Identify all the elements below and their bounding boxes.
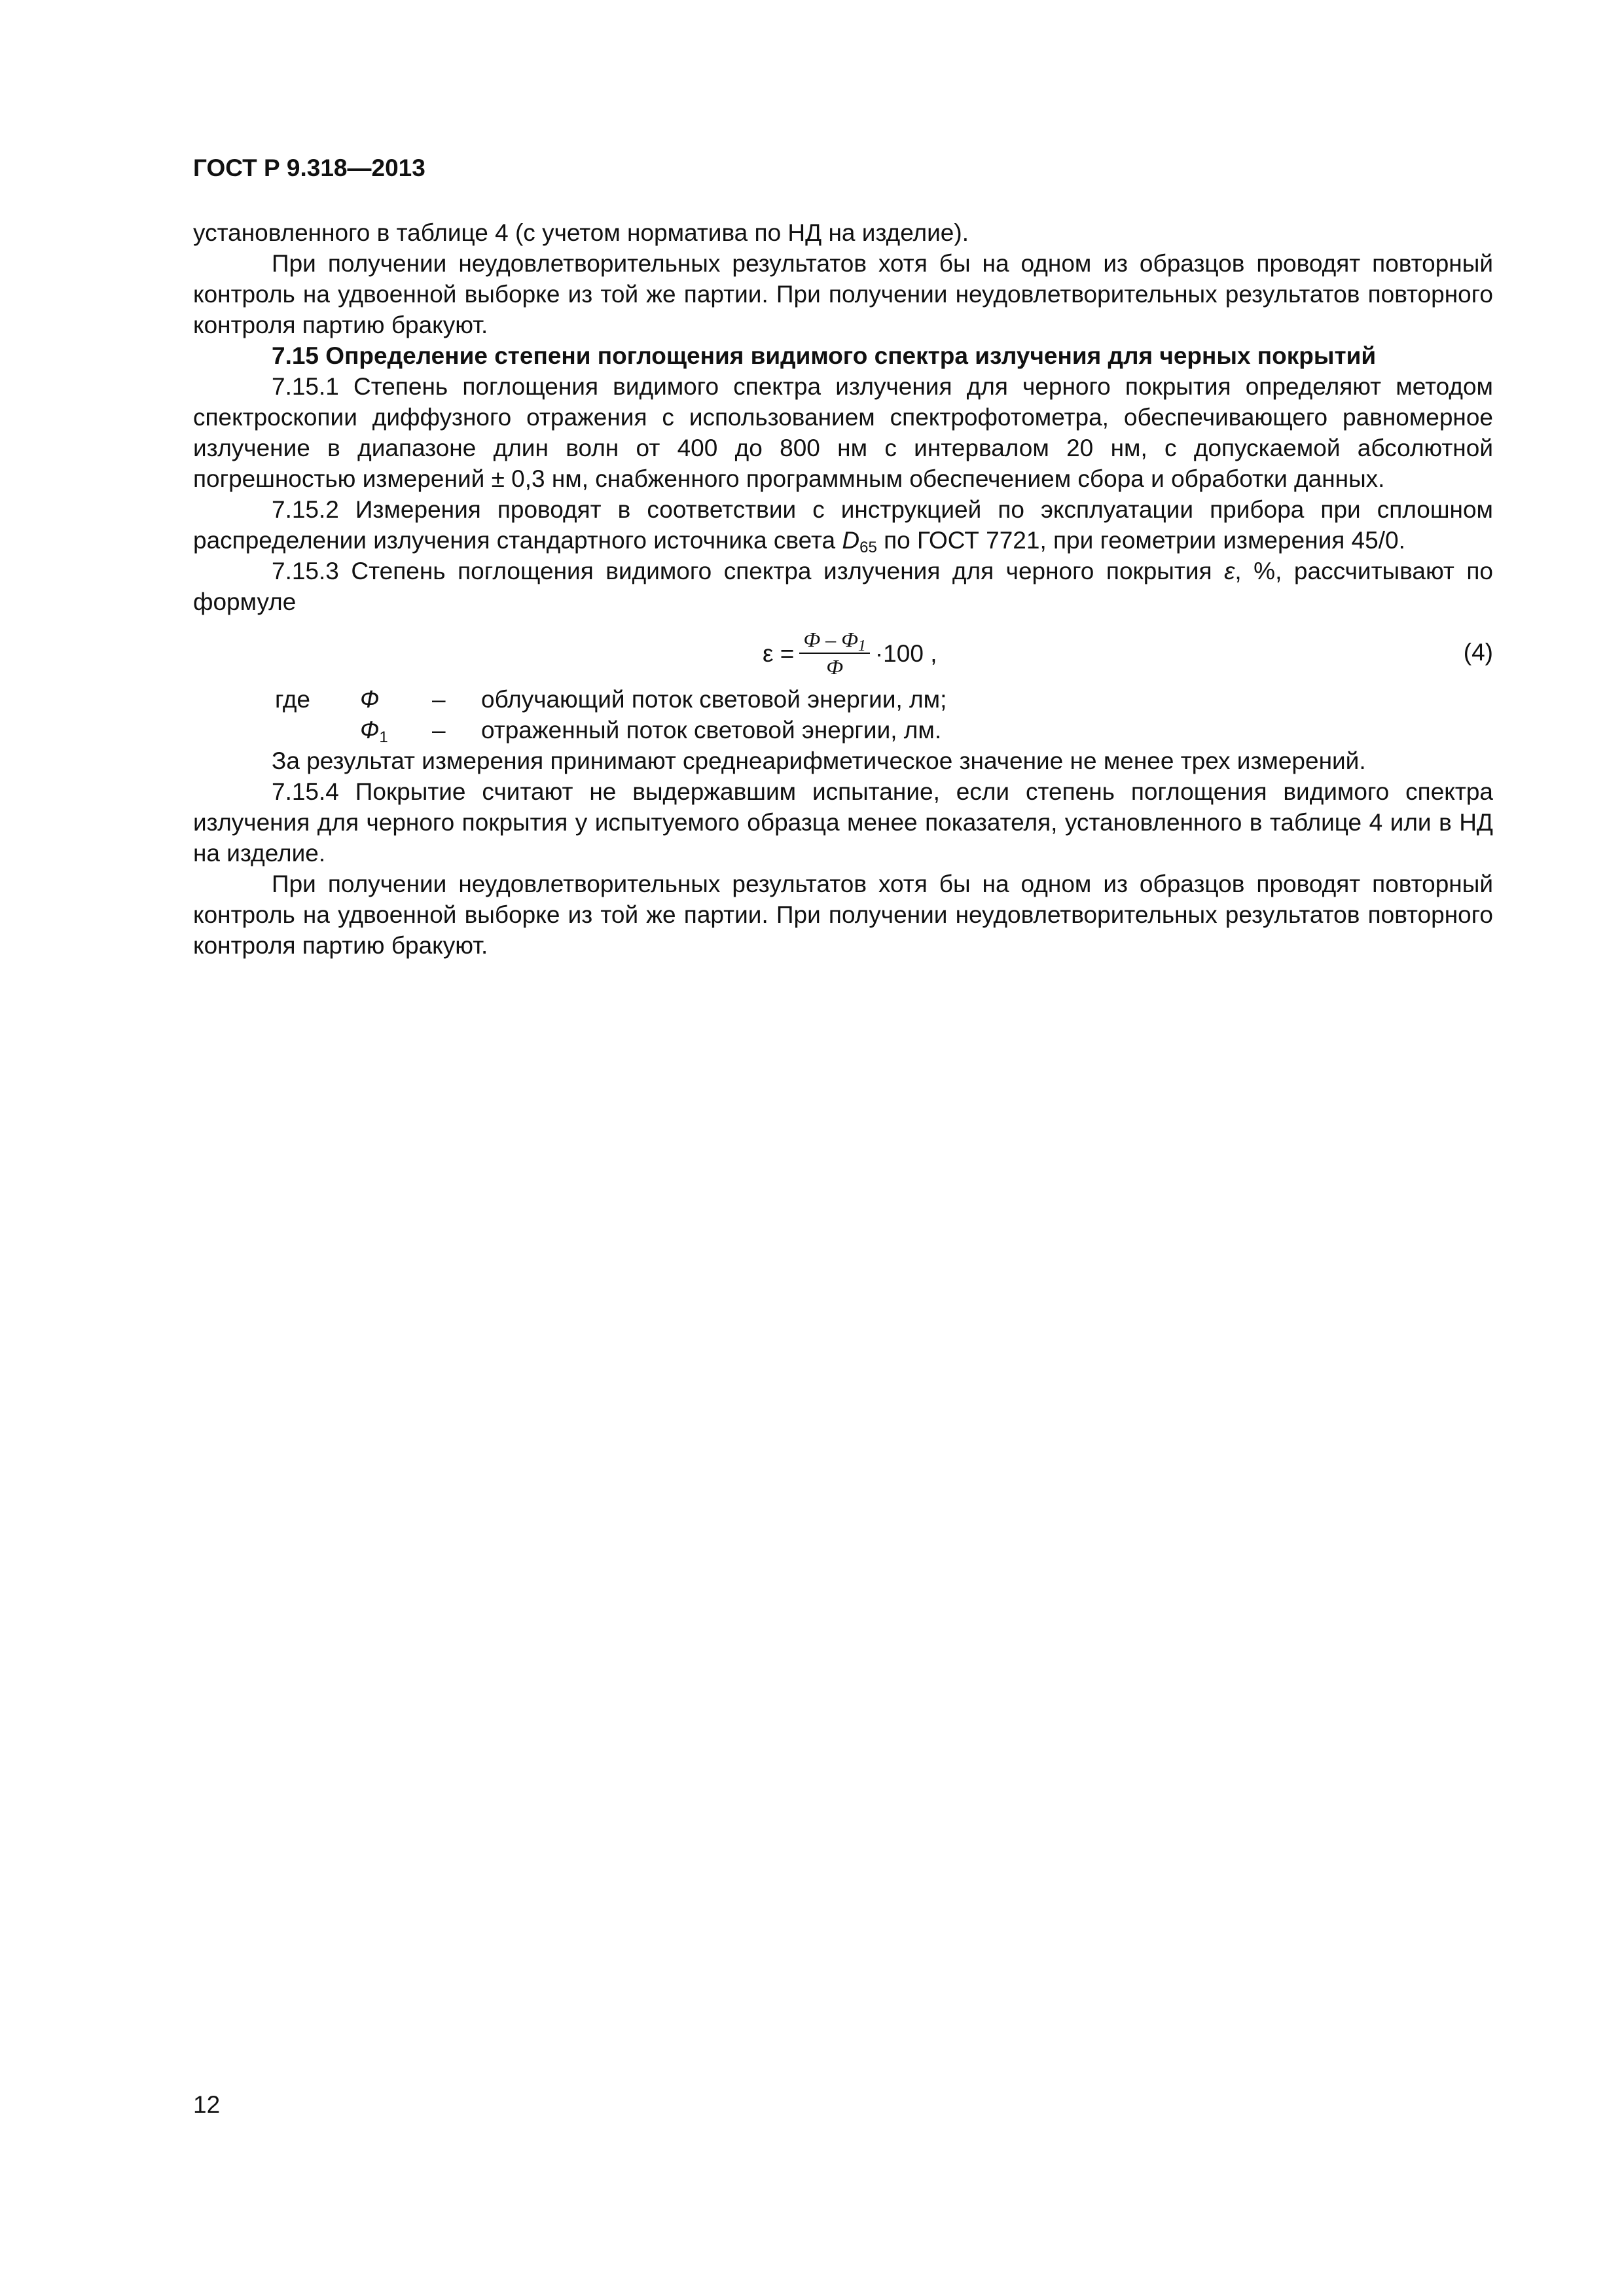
- page-number: 12: [193, 2091, 221, 2118]
- paragraph-continuation: установленного в таблице 4 (с учетом норматива по НД на изделие).: [193, 219, 969, 246]
- where-symbol-1: Ф: [360, 686, 380, 713]
- where-row-2: [193, 715, 1493, 745]
- formula-fraction: [799, 626, 869, 680]
- where-symbol-2: $Ф_1$: [360, 717, 388, 746]
- formula-tail: ·100 ,: [875, 639, 937, 667]
- formula-lhs: ε =: [763, 639, 795, 667]
- paragraph-retest-2: При получении неудовлетворительных результатов хотя бы на одном из образцов проводят повторный контроль на удвоенной выборке из той же партии. При получении неудовлетворительных результатов повторного контроля партию бракуют.: [193, 870, 1493, 959]
- where-label: где: [275, 686, 311, 713]
- where-row-1: [193, 684, 1493, 715]
- where-definition-1: облучающий поток световой энергии, лм;: [481, 686, 947, 713]
- paragraph-7-15-3: 7.15.3 Степень поглощения видимого спектра излучения для черного покрытия ε, %, рассчитывают по формуле: [193, 558, 1494, 615]
- section-heading-7-15: 7.15 Определение степени поглощения видимого спектра излучения для черных покрытий: [272, 342, 1377, 369]
- paragraph-retest: При получении неудовлетворительных результатов хотя бы на одном из образцов проводят повторный контроль на удвоенной выборке из той же партии. При получении неудовлетворительных результатов повторного контроля партию бракуют.: [193, 250, 1493, 338]
- paragraph-result: За результат измерения принимают среднеарифметическое значение не менее трех измерений.: [272, 747, 1366, 774]
- formula-numerator: Ф – $Ф_1$: [799, 626, 869, 654]
- paragraph-7-15-2: 7.15.2 Измерения проводят в соответствии с инструкцией по эксплуатации прибора при сплошном распределении излучения стандартного источника света $D_{65}$ по ГОСТ 7721, при геометрии измерения 45/0.: [193, 496, 1493, 556]
- where-definition-2: отраженный поток световой энергии, лм.: [481, 717, 942, 744]
- where-dash-2: –: [432, 717, 446, 744]
- document-header: ГОСТ Р 9.318—2013: [193, 154, 425, 181]
- paragraph-7-15-4: 7.15.4 Покрытие считают не выдержавшим испытание, если степень поглощения видимого спектра излучения для черного покрытия у испытуемого образца менее показателя, установленного в таблице 4 или в НД на изделие.: [193, 778, 1493, 867]
- formula-expression: [763, 622, 937, 684]
- paragraph-7-15-1: 7.15.1 Степень поглощения видимого спектра излучения для черного покрытия определяют методом спектроскопии диффузного отражения с использованием спектрофотометра, обеспечивающего равномерное излучение в диапазоне длин волн от 400 до 800 нм с интервалом 20 нм, с допускаемой абсолютной погрешностью измерений ± 0,3 нм, снабженного программным обеспечением сбора и обработки данных.: [193, 373, 1493, 492]
- formula-4: [193, 622, 1493, 684]
- formula-number: (4): [1463, 639, 1493, 666]
- document-body: [193, 217, 1493, 961]
- where-dash-1: –: [432, 686, 446, 713]
- formula-denominator: Ф: [826, 655, 843, 679]
